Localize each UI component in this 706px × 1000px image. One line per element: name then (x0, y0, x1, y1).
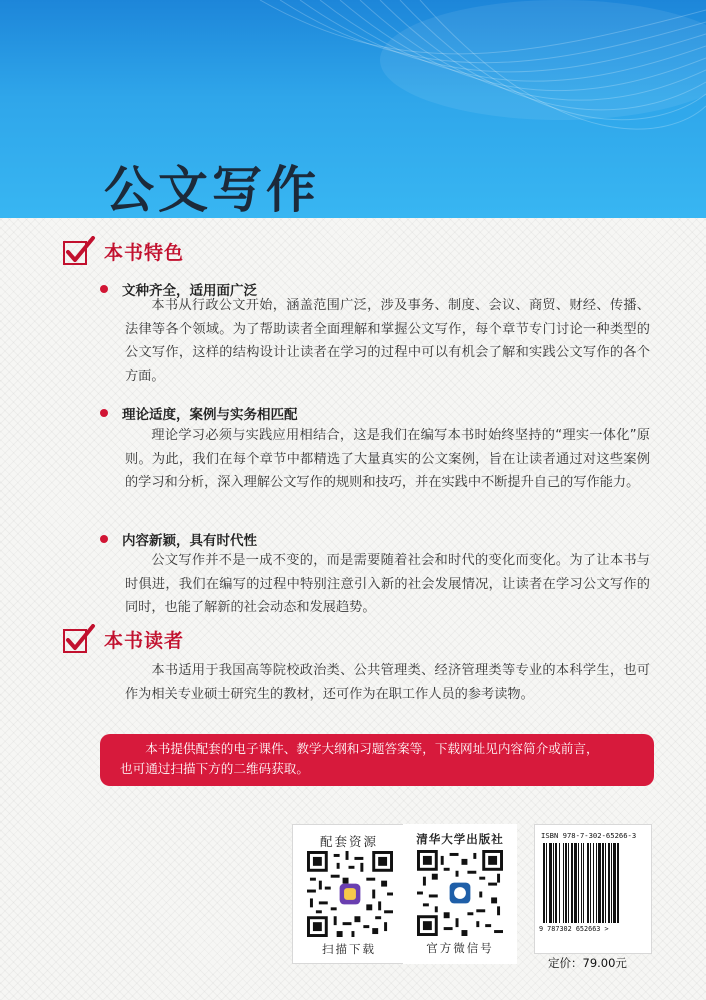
bullet-icon (100, 285, 108, 293)
readers-text: 本书适用于我国高等院校政治类、公共管理类、经济管理类等专业的本科学生，也可作为相关专业硕士研究生的教材，还可作为在职工作人员的参考读物。 (125, 663, 650, 702)
features-heading-text: 本书特色 (104, 241, 185, 264)
qr-code-icon (417, 850, 503, 936)
bullet-icon (100, 535, 108, 543)
qr-resources-top-label: 配套资源 (319, 834, 378, 849)
cover-banner (0, 0, 706, 218)
qr-resources-bottom-label: 扫描下载 (322, 942, 376, 956)
checkmark-icon (62, 624, 96, 654)
isbn-barcode (534, 824, 652, 954)
feature-item-2-text: 理论学习必须与实践应用相结合，这是我们在编写本书时始终坚持的“理实一体化”原则。为此，我们在每个章节中都精选了大量真实的公文案例，旨在让读者通过对这些案例的学习和分析，深入理解公文写作的规则和技巧，并在实践中不断提升自己的写作能力。 (125, 428, 650, 490)
bullet-icon (100, 409, 108, 417)
book-title: 公文写作 (104, 160, 320, 218)
price: 定价：79.00元 (548, 956, 627, 970)
readers-heading-text: 本书读者 (104, 629, 185, 652)
feature-item-1-title: 文种齐全，适用面广泛 (100, 279, 257, 299)
barcode-icon (542, 843, 646, 925)
isbn-text: ISBN 978-7-302-65266-3 (541, 831, 637, 840)
feature-item-3-text: 公文写作并不是一成不变的，而是需要随着社会和时代的变化而变化。为了让本书与时俱进，我们在编写的过程中特别注意引入新的社会发展情况，让读者在学习公文写作的同时，也能了解新的社会动态和发展趋势。 (125, 553, 650, 615)
feature-item-2-title: 理论适度，案例与实务相匹配 (100, 403, 298, 423)
download-notice (100, 734, 654, 786)
readers-heading (62, 624, 184, 654)
features-heading (62, 236, 184, 266)
checkmark-icon (62, 236, 96, 266)
qr-resources[interactable] (292, 824, 406, 964)
notice-line-1: 本书提供配套的电子课件、教学大纲和习题答案等，下载网址见内容简介或前言， (145, 741, 599, 756)
feature-item-3-title: 内容新颖，具有时代性 (100, 529, 257, 549)
qr-code-icon (307, 851, 393, 937)
qr-official-bottom-label: 官方微信号 (426, 941, 494, 955)
feature-item-1-text: 本书从行政公文开始，涵盖范围广泛，涉及事务、制度、会议、商贸、财经、传播、法律等各个领域。为了帮助读者全面理解和掌握公文写作，每个章节专门讨论一种类型的公文写作，这样的结构设计让读者在学习的过程中可以有机会了解和实践公文写作的各个方面。 (125, 298, 650, 384)
barcode-digits: 9 787302 652663 > (539, 925, 609, 933)
notice-line-2: 也可通过扫描下方的二维码获取。 (120, 761, 309, 776)
qr-official-top-label: 清华大学出版社 (416, 832, 504, 846)
qr-official[interactable] (403, 824, 517, 964)
